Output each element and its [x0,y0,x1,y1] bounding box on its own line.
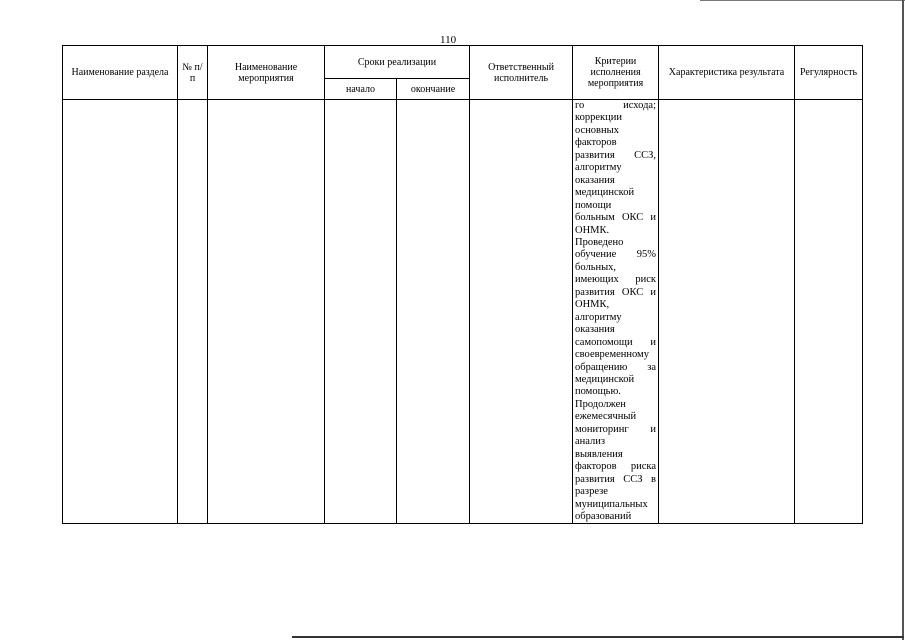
criteria-line: муниципальных [575,498,648,510]
criteria-line: Проведено [575,236,624,248]
criteria-line: ОНМК, [575,299,610,311]
criteria-line: развития ССЗ в [575,473,657,485]
criteria-line: имеющих риск [575,274,657,286]
scan-edge-right [902,0,904,640]
criteria-line: основных [575,124,619,136]
criteria-line: своевременному [575,349,649,361]
criteria-line: помощью. [575,386,621,398]
header-row [63,46,863,79]
criteria-line: коррекции [575,112,622,124]
events-table [62,45,863,524]
criteria-line: Продолжен [575,398,626,410]
criteria-line: алгоритму [575,311,622,323]
criteria-line: анализ [575,436,606,448]
criteria-line: самопомощи и [575,336,657,348]
criteria-line: факторов риска [575,461,657,473]
col-executor: Ответственный исполнитель [470,46,573,100]
cell-number [178,100,208,524]
criteria-text [573,100,658,523]
scan-edge-top [700,0,905,1]
criteria-line: оказания [575,324,615,336]
col-number: № п/п [178,46,208,100]
col-event-name: Наименование мероприятия [208,46,325,100]
criteria-line: обучение 95% [575,249,657,261]
criteria-line: медицинской [575,187,635,199]
table-row [63,100,863,524]
col-terms: Сроки реализации [325,46,470,79]
criteria-line: развития ССЗ, [575,149,657,161]
col-end: окончание [397,79,470,100]
col-section-name: Наименование раздела [63,46,178,100]
criteria-line: го исхода; [575,100,657,111]
criteria-line: больным ОКС и [575,212,657,224]
col-start: начало [325,79,397,100]
cell-regularity [795,100,863,524]
cell-executor [470,100,573,524]
criteria-line: оказания [575,174,615,186]
criteria-line: развития ОКС и [575,286,657,298]
cell-section-name [63,100,178,524]
cell-start [325,100,397,524]
criteria-line: алгоритму [575,162,622,174]
cell-end [397,100,470,524]
cell-result [659,100,795,524]
criteria-line: ежемесячный [575,411,637,423]
criteria-line: помощи [575,199,612,211]
criteria-line: медицинской [575,373,635,385]
criteria-line: мониторинг и [575,423,657,435]
cell-event-name [208,100,325,524]
criteria-line: образований [575,510,632,522]
criteria-line: выявления [575,448,623,460]
criteria-line: факторов [575,137,617,149]
criteria-line: больных, [575,261,617,273]
criteria-line: обращению за [575,361,657,373]
col-criteria: Критерии исполнения мероприятия [573,46,659,100]
cell-criteria [573,100,659,524]
page-number: 110 [440,34,457,46]
col-result: Характеристика результата [659,46,795,100]
col-regularity: Регулярность [795,46,863,100]
scan-edge-bottom [292,636,904,638]
criteria-line: разрезе [575,486,608,498]
criteria-line: ОНМК. [575,224,610,236]
